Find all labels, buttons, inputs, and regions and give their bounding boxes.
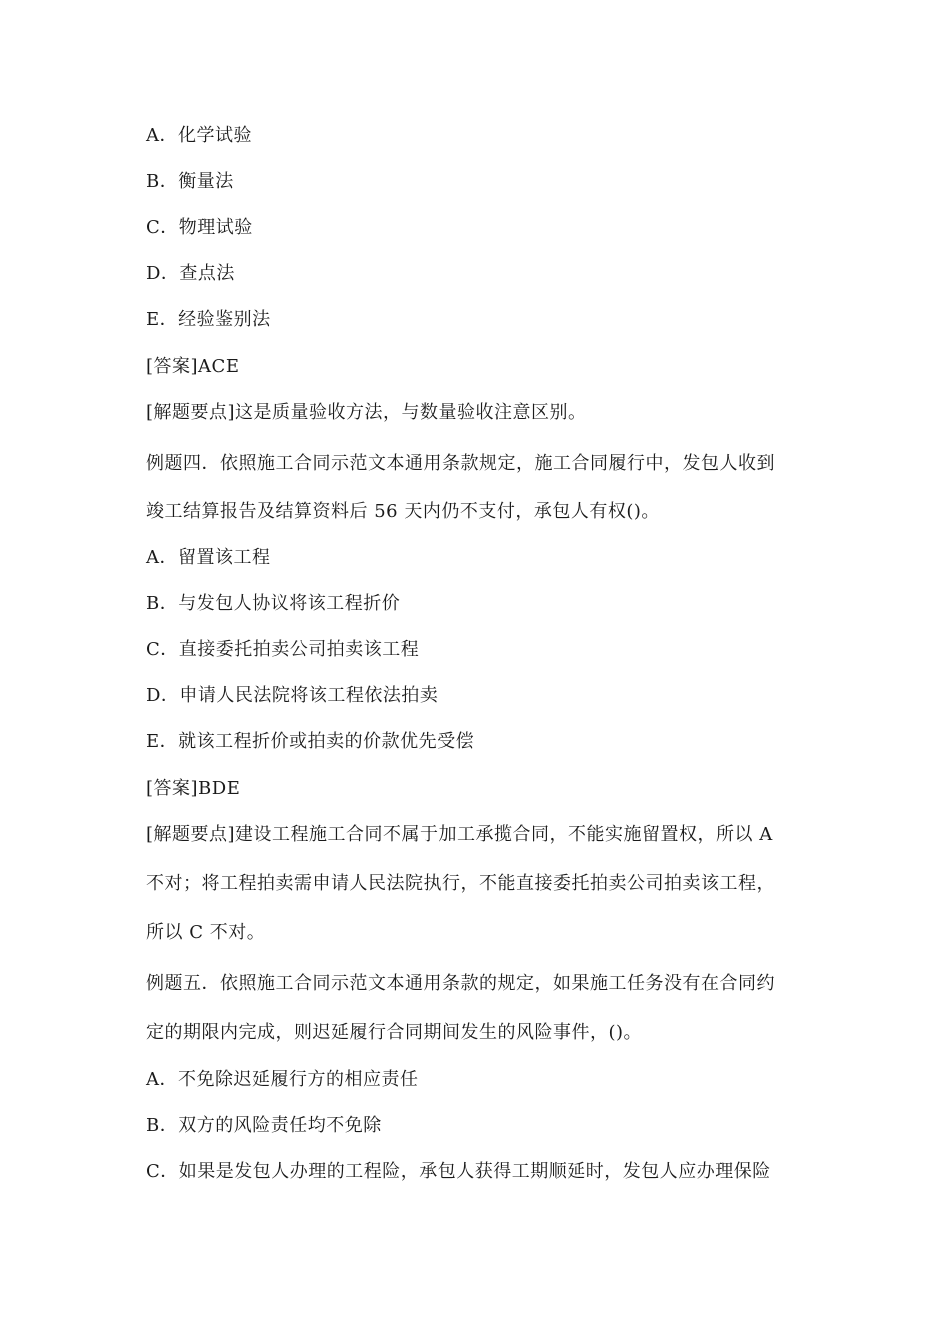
- question-5-line-2: 定的期限内完成，则迟延履行合同期间发生的风险事件，()。: [146, 1022, 643, 1043]
- option-c-q3: C．物理试验: [146, 217, 253, 238]
- explanation-q4-line-2: 不对；将工程拍卖需申请人民法院执行，不能直接委托拍卖公司拍卖该工程，: [146, 873, 775, 894]
- explanation-q4-line-1: [解题要点]建设工程施工合同不属于加工承揽合同，不能实施留置权，所以 A: [146, 824, 773, 845]
- option-e-q3: E．经验鉴别法: [146, 309, 271, 330]
- question-4-line-1: 例题四．依照施工合同示范文本通用条款规定，施工合同履行中，发包人收到: [146, 453, 775, 474]
- answer-q4: [答案]BDE: [146, 778, 241, 799]
- option-c-q5: C．如果是发包人办理的工程险，承包人获得工期顺延时，发包人应办理保险: [146, 1161, 771, 1182]
- question-5-line-1: 例题五．依照施工合同示范文本通用条款的规定，如果施工任务没有在合同约: [146, 973, 775, 994]
- answer-q3: [答案]ACE: [146, 356, 240, 377]
- option-b-q3: B．衡量法: [146, 171, 234, 192]
- option-a-q5: A．不免除迟延履行方的相应责任: [146, 1069, 419, 1090]
- option-a-q4: A．留置该工程: [146, 547, 271, 568]
- option-d-q3: D．查点法: [146, 263, 235, 284]
- option-c-q4: C．直接委托拍卖公司拍卖该工程: [146, 639, 420, 660]
- option-b-q4: B．与发包人协议将该工程折价: [146, 593, 401, 614]
- question-4-line-2: 竣工结算报告及结算资料后 56 天内仍不支付，承包人有权()。: [146, 501, 660, 522]
- option-b-q5: B．双方的风险责任均不免除: [146, 1115, 382, 1136]
- option-a-q3: A．化学试验: [146, 125, 252, 146]
- explanation-q4-line-3: 所以 C 不对。: [146, 922, 266, 943]
- option-e-q4: E．就该工程折价或拍卖的价款优先受偿: [146, 731, 475, 752]
- explanation-q3: [解题要点]这是质量验收方法，与数量验收注意区别。: [146, 402, 587, 423]
- option-d-q4: D．申请人民法院将该工程依法拍卖: [146, 685, 439, 706]
